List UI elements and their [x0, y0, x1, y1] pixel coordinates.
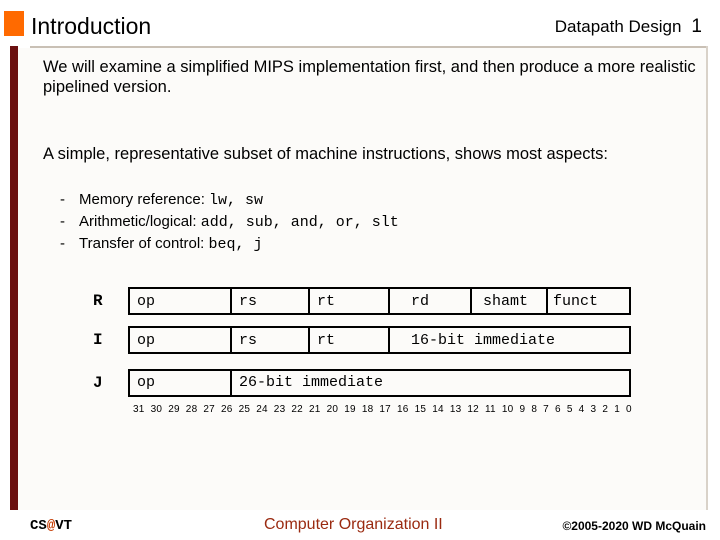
- r-field-rd: rd: [411, 293, 430, 310]
- bullet-code: add, sub, and, or, slt: [200, 214, 399, 231]
- format-label-i: I: [93, 331, 103, 349]
- i-field-rt: rt: [317, 332, 336, 349]
- bullet-label: Memory reference:: [79, 191, 210, 208]
- slide-number: 1: [691, 16, 702, 37]
- footer-copyright: ©2005-2020 WD McQuain: [562, 519, 706, 533]
- field-divider: [230, 289, 232, 313]
- field-divider: [230, 328, 232, 352]
- i-field-rs: rs: [239, 332, 258, 349]
- left-accent-bar: [10, 46, 18, 510]
- bullet-code: beq, j: [208, 236, 263, 253]
- format-label-r: R: [93, 292, 103, 310]
- i-field-immediate: 16-bit immediate: [411, 332, 556, 349]
- r-field-rs: rs: [239, 293, 258, 310]
- r-field-rt: rt: [317, 293, 336, 310]
- topic-label: Datapath Design: [554, 17, 682, 36]
- bullet-transfer-of-control: - Transfer of control: beq, j: [60, 235, 263, 253]
- footer-course-title: Computer Organization II: [264, 516, 443, 533]
- instruction-bullet-list: [60, 189, 399, 255]
- right-frame-line: [706, 46, 708, 510]
- subset-paragraph: A simple, representative subset of machine instructions, shows most aspects:: [43, 145, 608, 163]
- bullet-arithmetic-logical: - Arithmetic/logical: add, sub, and, or, slt: [60, 213, 399, 231]
- i-field-op: op: [137, 332, 156, 349]
- intro-paragraph: We will examine a simplified MIPS implementation first, and then produce a more realistic pipelined version.: [43, 58, 696, 96]
- orange-logo-square: [4, 11, 24, 36]
- field-divider: [230, 371, 232, 395]
- i-format-box: [128, 326, 631, 354]
- format-label-j: J: [93, 374, 103, 392]
- field-divider: [388, 328, 390, 352]
- bullet-label: Arithmetic/logical:: [79, 213, 201, 230]
- field-divider: [388, 289, 390, 313]
- field-divider: [470, 289, 472, 313]
- r-field-shamt: shamt: [483, 293, 529, 310]
- r-field-funct: funct: [553, 293, 599, 310]
- bullet-label: Transfer of control:: [79, 235, 209, 252]
- footer-course-label: CS@VT: [30, 518, 73, 534]
- j-field-address: 26-bit immediate: [239, 374, 384, 391]
- field-divider: [308, 328, 310, 352]
- field-divider: [546, 289, 548, 313]
- content-background: [18, 48, 706, 510]
- bullet-code: lw, sw: [209, 192, 264, 209]
- bit-position-numbers: 31 30 29 28 27 26 25 24 23 22 21 20 19 18 17 16 15 14 13 12 11 10 9 8 7 6 5 4 3 2 1 0: [133, 404, 632, 415]
- header-divider: [30, 46, 708, 48]
- field-divider: [308, 289, 310, 313]
- slide-title: Introduction: [31, 13, 152, 39]
- slide-header-right: [555, 16, 702, 38]
- bullet-memory-reference: - Memory reference: lw, sw: [60, 191, 264, 209]
- r-field-op: op: [137, 293, 156, 310]
- j-field-op: op: [137, 374, 156, 391]
